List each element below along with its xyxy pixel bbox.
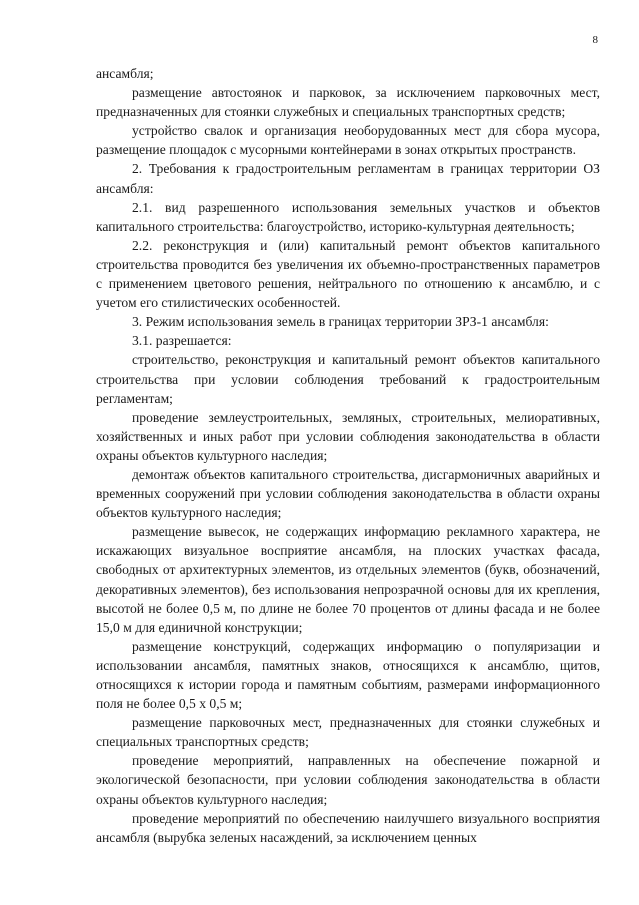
- paragraph: ансамбля;: [96, 66, 154, 81]
- paragraph: устройство свалок и организация необорудованных мест для сбора мусора, размещение площадок с мусорными контейнерами в зонах открытых пространств.: [96, 123, 600, 158]
- paragraph: размещение автостоянок и парковок, за исключением парковочных мест, предназначенных для стоянки служебных и специальных транспортных средств;: [96, 85, 600, 120]
- paragraph: размещение парковочных мест, предназначенных для стоянки служебных и специальных транспортных средств;: [96, 715, 600, 750]
- paragraph: строительство, реконструкция и капитальный ремонт объектов капитального строительства при условии соблюдения требований к градостроительным регламентам;: [96, 352, 600, 406]
- page-number: 8: [592, 34, 598, 46]
- paragraph: проведение мероприятий по обеспечению наилучшего визуального восприятия ансамбля (вырубка зеленых насаждений, за исключением ценных: [96, 810, 600, 845]
- paragraph: 2. Требования к градостроительным регламентам в границах территории ОЗ ансамбля:: [96, 161, 600, 196]
- paragraph: размещение конструкций, содержащих информацию о популяризации и использовании ансамбля, памятных знаков, относящихся к ансамблю, щитов, относящихся к истории города и памятным событиям, размерами информационного поля не более 0,5 х 0,5 м;: [96, 638, 600, 712]
- paragraph: 3. Режим использования земель в границах территории ЗРЗ-1 ансамбля:: [132, 314, 549, 330]
- document-body: [96, 64, 600, 847]
- paragraph: 3.1. разрешается:: [132, 333, 232, 349]
- paragraph: размещение вывесок, не содержащих информацию рекламного характера, не искажающих визуальное восприятие ансамбля, на плоских участках фасада, свободных от архитектурных элементов, из отдельных элементов (букв, обозначений, декоративных элементов), без использования непрозрачной основы для их крепления, высотой не более 0,5 м, по длине не более 70 процентов от длины фасада и не более 15,0 м для единичной конструкции;: [96, 524, 600, 635]
- paragraph: проведение землеустроительных, земляных, строительных, мелиоративных, хозяйственных и иных работ при условии соблюдения законодательства в области охраны объектов культурного наследия;: [96, 409, 600, 463]
- paragraph: 2.1. вид разрешенного использования земельных участков и объектов капитального строительства: благоустройство, историко-культурная деятельность;: [96, 199, 600, 234]
- paragraph: демонтаж объектов капитального строительства, дисгармоничных аварийных и временных сооружений при условии соблюдения законодательства в области охраны объектов культурного наследия;: [96, 466, 600, 521]
- paragraph: 2.2. реконструкция и (или) капитальный ремонт объектов капитального строительства проводится без увеличения их объемно-пространственных параметров с применением цветового решения, нейтрального по отношению к ансамблю, и с учетом его стилистических особенностей.: [96, 237, 600, 311]
- paragraph: проведение мероприятий, направленных на обеспечение пожарной и экологической безопасности, при условии соблюдения законодательства в области охраны объектов культурного наследия;: [96, 753, 600, 807]
